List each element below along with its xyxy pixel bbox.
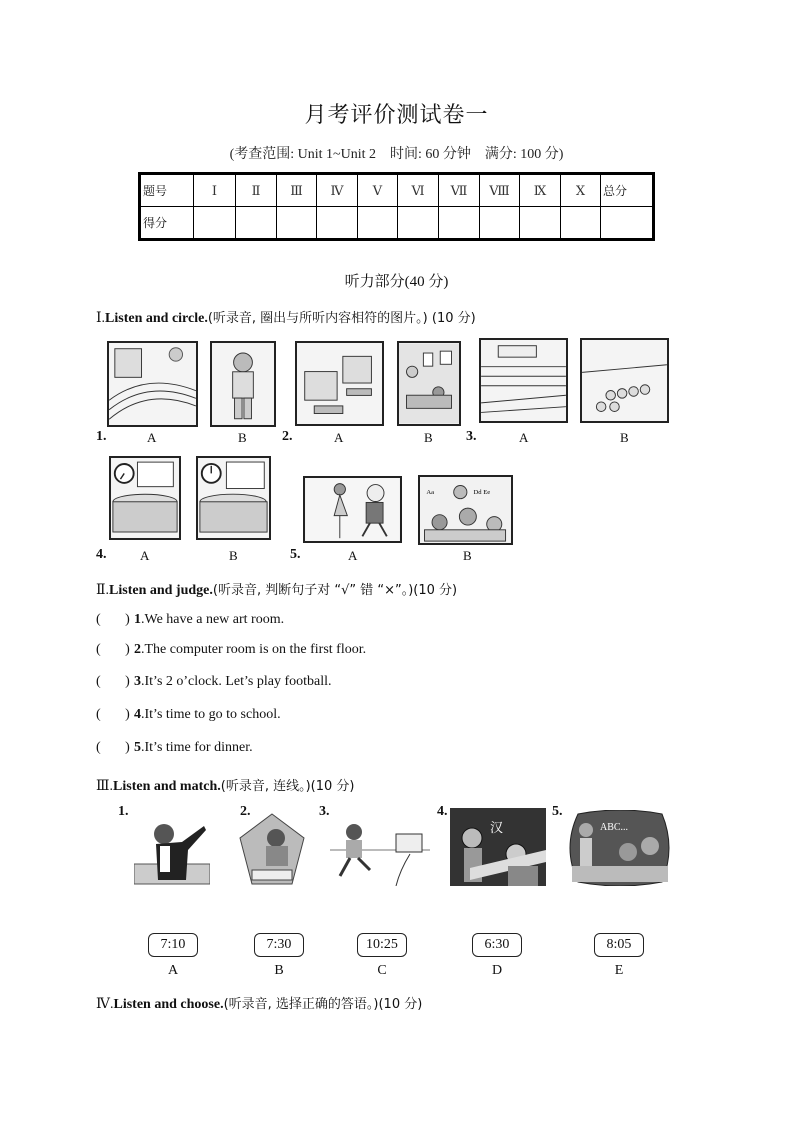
answer-blank[interactable]: ( ) [96,740,130,755]
exam-title: 月考评价测试卷一 [304,103,489,128]
part4-title: Listen and choose. [113,997,224,1012]
score-cell[interactable] [439,207,480,240]
part4-numeral: Ⅳ. [96,997,114,1012]
judge-item-4 [96,707,281,723]
score-cell[interactable] [277,207,317,240]
match-picture-2-number: 2. [240,804,251,819]
svg-text:Dd Ee: Dd Ee [473,488,491,496]
answer-blank[interactable]: ( ) [96,642,130,657]
boy-in-library-picture[interactable] [210,341,276,427]
judge-item-number: 2 [134,642,141,657]
listening-section-points: (40 分) [404,274,449,290]
part1-item4-option-a[interactable]: A [140,548,150,563]
part1-title: Listen and circle. [105,311,208,326]
computer-room-picture[interactable] [295,341,384,426]
lunch-room-picture[interactable] [580,338,669,423]
score-label: 得分 [140,207,194,240]
score-cell[interactable] [236,207,277,240]
part1-item5-number: 5. [290,547,301,562]
question-number-label: 题号 [140,174,194,207]
time-label-d: D [491,963,503,978]
dinner-table-clock-picture[interactable] [196,456,271,540]
score-cell[interactable] [480,207,520,240]
time-label-c: C [377,963,387,978]
dance-class-picture[interactable] [303,476,402,543]
judge-item-number: 1 [134,612,141,627]
score-table-header-row [140,174,654,207]
part2-heading [96,579,457,599]
answer-blank[interactable]: ( ) [96,674,130,689]
part1-item2-option-b[interactable]: B [424,430,433,445]
col-7: Ⅶ [439,174,480,207]
part1-item4-number: 4. [96,547,107,562]
part1-item1-option-b[interactable]: B [238,430,247,445]
part4-heading [96,993,422,1013]
part2-title: Listen and judge. [109,583,213,598]
time-box-e[interactable]: 8:05 [594,933,644,957]
score-cell[interactable] [561,207,601,240]
exam-subtitle: (考查范围: Unit 1~Unit 2 时间: 60 分钟 满分: 100 分) [229,147,564,162]
boy-eating-breakfast-picture[interactable] [238,812,306,886]
match-picture-5-number: 5. [552,804,563,819]
judge-item-number: 4 [134,707,141,722]
listening-section-title: 听力部分 [344,272,405,290]
part1-item4-option-b[interactable]: B [229,548,238,563]
time-label-b: B [274,963,284,978]
judge-item-text: .The computer room is on the first floor. [141,642,367,657]
library-picture[interactable] [479,338,568,423]
col-3: Ⅲ [277,174,317,207]
judge-item-2 [96,642,366,658]
part1-numeral: Ⅰ. [96,311,106,326]
part1-heading [96,307,476,327]
chinese-char: 汉 [490,821,504,836]
score-cell[interactable] [398,207,439,240]
col-4: Ⅳ [317,174,358,207]
part2-numeral: Ⅱ. [96,583,110,598]
col-2: Ⅱ [236,174,277,207]
part1-item5-option-a[interactable]: A [348,548,358,563]
part3-instruction: (听录音, 连线。)(10 分) [220,779,355,794]
listening-section-heading [0,270,793,291]
boy-getting-dressed-picture[interactable] [134,820,210,886]
part3-title: Listen and match. [113,779,221,794]
judge-item-number: 3 [134,674,141,689]
part1-item1-option-a[interactable]: A [147,430,157,445]
score-cell[interactable] [358,207,398,240]
total-score-cell[interactable] [601,207,654,240]
english-class-abc-picture[interactable] [566,810,674,886]
col-8: Ⅷ [480,174,520,207]
part3-numeral: Ⅲ. [96,779,114,794]
time-label-e: E [614,963,624,978]
answer-blank[interactable]: ( ) [96,612,130,627]
match-picture-3-number: 3. [319,804,330,819]
score-cell[interactable] [520,207,561,240]
score-cell[interactable] [317,207,358,240]
answer-blank[interactable]: ( ) [96,707,130,722]
blackboard-text: ABC... [600,822,629,833]
judge-item-1 [96,612,284,628]
part1-instruction: (听录音, 圈出与所听内容相符的图片。) (10 分) [207,311,476,326]
chinese-class-picture[interactable] [450,808,546,886]
time-label-a: A [167,963,179,978]
time-box-c[interactable]: 10:25 [357,933,407,957]
art-room-picture[interactable] [397,341,461,426]
boy-running-to-school-picture[interactable] [330,820,430,886]
playground-track-picture[interactable] [107,341,198,427]
score-table-score-row [140,207,654,240]
part1-item2-number: 2. [282,429,293,444]
col-1: Ⅰ [194,174,236,207]
part1-item2-option-a[interactable]: A [334,430,344,445]
match-picture-4-number: 4. [437,804,448,819]
judge-item-text: .It’s time to go to school. [141,707,281,722]
score-cell[interactable] [194,207,236,240]
time-box-a[interactable]: 7:10 [148,933,198,957]
judge-item-text: .We have a new art room. [141,612,285,627]
svg-text:Aa: Aa [426,488,435,496]
time-box-d[interactable]: 6:30 [472,933,522,957]
match-picture-1-number: 1. [118,804,129,819]
col-9: Ⅸ [520,174,561,207]
score-table [138,172,655,241]
col-6: Ⅵ [398,174,439,207]
part1-item1-number: 1. [96,429,107,444]
part1-item5-option-b[interactable]: B [463,548,472,563]
judge-item-text: .It’s time for dinner. [141,740,253,755]
col-5: Ⅴ [358,174,398,207]
time-box-b[interactable]: 7:30 [254,933,304,957]
english-class-picture[interactable] [418,475,513,545]
breakfast-table-clock-picture[interactable] [109,456,181,540]
judge-item-5 [96,740,253,756]
part3-heading [96,775,354,795]
total-label: 总分 [601,174,654,207]
part1-item3-option-a[interactable]: A [519,430,529,445]
col-10: Ⅹ [561,174,601,207]
part2-instruction: (听录音, 判断句子对 “√” 错 “×”。)(10 分) [212,583,458,598]
judge-item-text: .It’s 2 o’clock. Let’s play football. [141,674,332,689]
part1-item3-option-b[interactable]: B [620,430,629,445]
part1-item3-number: 3. [466,429,477,444]
judge-item-number: 5 [134,740,141,755]
judge-item-3 [96,674,332,690]
part4-instruction: (听录音, 选择正确的答语。)(10 分) [223,997,423,1012]
